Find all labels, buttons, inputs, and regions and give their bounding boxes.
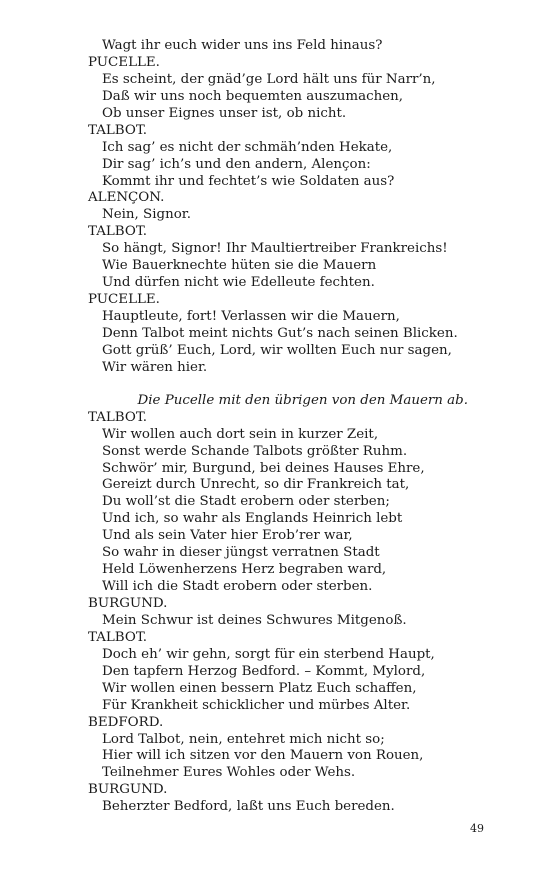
speaker-name: BURGUND.: [88, 596, 168, 611]
verse-line: Sonst werde Schande Talbots größter Ruhm.: [102, 443, 408, 459]
verse-line: Wie Bauerknechte hüten sie die Mauern: [102, 258, 377, 274]
page-text: [88, 38, 468, 816]
speaker-name: PUCELLE.: [88, 292, 160, 308]
verse-line: Dir sag’ ich’s und den andern, Alençon:: [102, 156, 371, 172]
verse-line: Schwör’ mir, Burgund, bei deines Hauses Ehre,: [102, 460, 425, 476]
verse-line: Doch eh’ wir gehn, sorgt für ein sterbend Haupt,: [102, 646, 435, 662]
speaker-name: TALBOT.: [88, 409, 148, 425]
speaker-name: ALENÇON.: [88, 190, 165, 206]
verse-line: Für Krankheit schicklicher und mürbes Alter.: [102, 697, 411, 713]
verse-line: Wir wollen einen bessern Platz Euch schaffen,: [102, 680, 417, 696]
verse-line: Denn Talbot meint nichts Gut’s nach seinen Blicken.: [102, 325, 458, 341]
verse-line: Wagt ihr euch wider uns ins Feld hinaus?: [102, 38, 383, 53]
verse-line: Du woll’st die Stadt erobern oder sterben;: [102, 494, 390, 510]
verse-line: Teilnehmer Eures Wohles oder Wehs.: [102, 765, 356, 781]
speaker-name: TALBOT.: [88, 629, 148, 645]
verse-line: Beherzter Bedford, laßt uns Euch bereden.: [102, 799, 395, 815]
verse-line: Daß wir uns noch bequemten auszumachen,: [102, 88, 404, 104]
verse-line: Und dürfen nicht wie Edelleute fechten.: [102, 275, 375, 291]
verse-line: Hauptleute, fort! Verlassen wir die Mauern,: [102, 309, 400, 324]
verse-line: Wir wollen auch dort sein in kurzer Zeit,: [102, 426, 379, 442]
verse-line: Mein Schwur ist deines Schwures Mitgenoß.: [102, 612, 407, 628]
stage-direction: Die Pucelle mit den übrigen von den Mauern ab.: [137, 392, 468, 408]
verse-line: Lord Talbot, nein, entehret mich nicht so;: [102, 731, 385, 747]
speaker-name: TALBOT.: [88, 224, 148, 240]
verse-line: So hängt, Signor! Ihr Maultiertreiber Frankreichs!: [102, 241, 448, 257]
verse-line: Wir wären hier.: [102, 359, 208, 375]
verse-line: Gott grüß’ Euch, Lord, wir wollten Euch nur sagen,: [102, 342, 452, 358]
speaker-name: BEDFORD.: [88, 714, 164, 730]
verse-line: Ich sag’ es nicht der schmäh’nden Hekate,: [102, 139, 393, 155]
verse-line: Will ich die Stadt erobern oder sterben.: [102, 579, 373, 595]
verse-line: Held Löwenherzens Herz begraben ward,: [102, 562, 387, 578]
verse-line: Hier will ich sitzen vor den Mauern von Rouen,: [102, 748, 424, 764]
verse-line: Kommt ihr und fechtet’s wie Soldaten aus?: [102, 173, 395, 189]
speaker-name: BURGUND.: [88, 782, 168, 798]
verse-line: Und ich, so wahr als Englands Heinrich lebt: [102, 511, 403, 527]
speaker-name: TALBOT.: [88, 122, 148, 138]
verse-line: Es scheint, der gnäd’ge Lord hält uns für Narr’n,: [102, 71, 436, 87]
verse-line: Nein, Signor.: [102, 207, 191, 223]
speaker-name: PUCELLE.: [88, 54, 160, 70]
verse-line: Und als sein Vater hier Erob’rer war,: [102, 528, 353, 544]
verse-line: Gereizt durch Unrecht, so dir Frankreich tat,: [102, 477, 410, 493]
verse-line: Den tapfern Herzog Bedford. – Kommt, Mylord,: [102, 663, 426, 679]
page-number: 49: [470, 822, 484, 835]
verse-line: So wahr in dieser jüngst verratnen Stadt: [102, 545, 380, 561]
verse-line: Ob unser Eignes unser ist, ob nicht.: [102, 105, 347, 121]
